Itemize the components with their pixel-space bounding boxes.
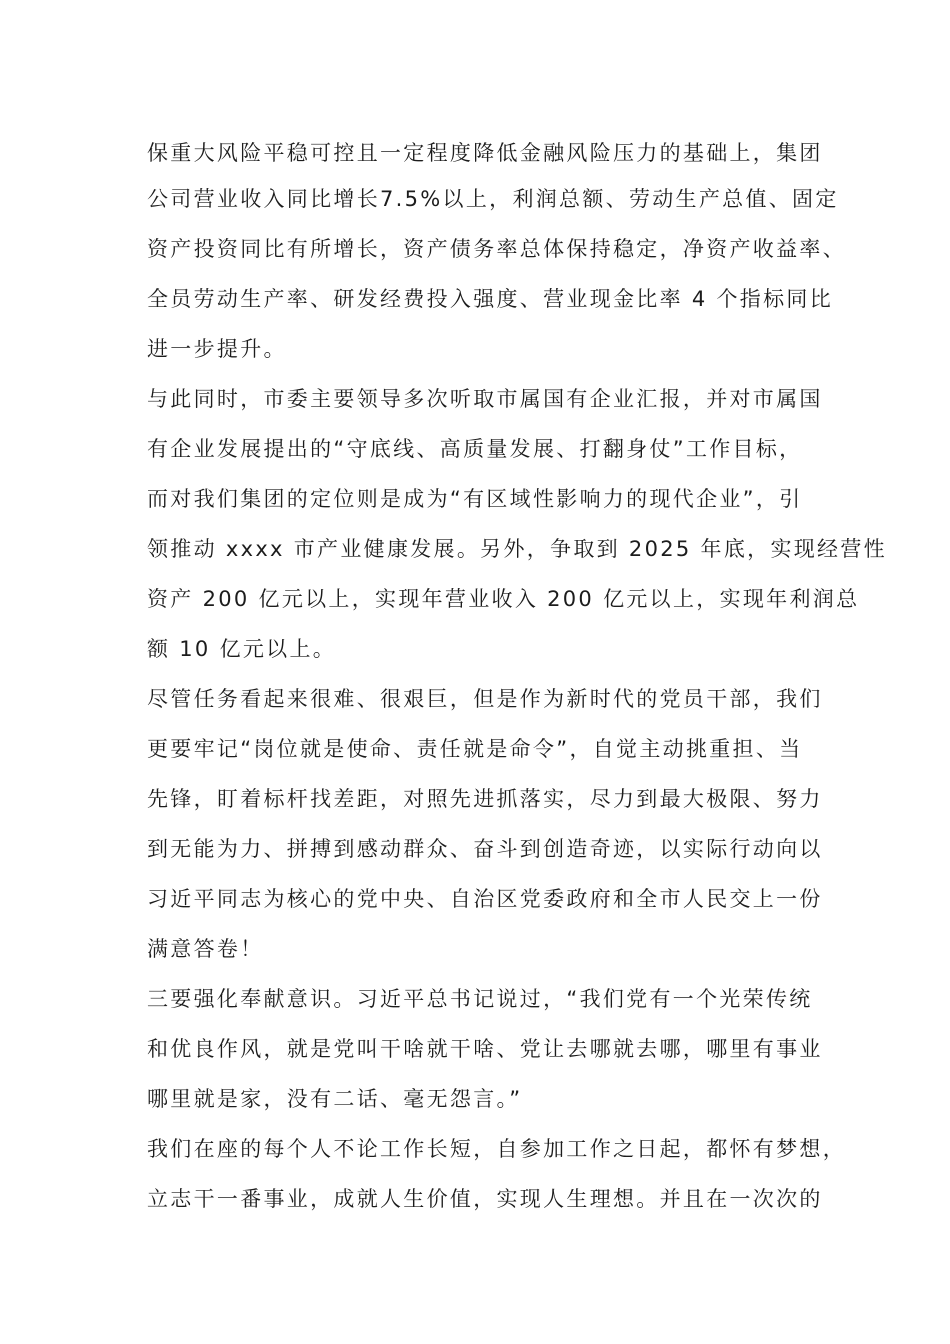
text-line: 到无能为力、拼搏到感动群众、奋斗到创造奇迹，以实际行动向以 xyxy=(147,837,823,861)
text-line: 进一步提升。 xyxy=(147,337,287,361)
text-line: 额 10 亿元以上。 xyxy=(147,637,337,661)
text-line: 资产 200 亿元以上，实现年营业收入 200 亿元以上，实现年利润总 xyxy=(147,587,860,611)
text-line: 哪里就是家，没有二话、毫无怨言。” xyxy=(147,1087,523,1111)
text-line: 全员劳动生产率、研发经费投入强度、营业现金比率 4 个指标同比 xyxy=(147,287,834,311)
text-line: 更要牢记“岗位就是使命、责任就是命令”，自觉主动挑重担、当 xyxy=(147,737,803,761)
text-line: 和优良作风，就是党叫干啥就干啥、党让去哪就去哪，哪里有事业 xyxy=(147,1037,823,1061)
text-line: 资产投资同比有所增长，资产债务率总体保持稳定，净资产收益率、 xyxy=(147,237,846,261)
text-line: 三要强化奉献意识。习近平总书记说过，“我们党有一个光荣传统 xyxy=(147,987,813,1011)
text-line: 先锋，盯着标杆找差距，对照先进抓落实，尽力到最大极限、努力 xyxy=(147,787,823,811)
text-line: 立志干一番事业，成就人生价值，实现人生理想。并且在一次次的 xyxy=(147,1187,823,1211)
text-line: 我们在座的每个人不论工作长短，自参加工作之日起，都怀有梦想， xyxy=(147,1137,846,1161)
text-line: 而对我们集团的定位则是成为“有区域性影响力的现代企业”，引 xyxy=(147,487,803,511)
text-line: 公司营业收入同比增长7.5%以上，利润总额、劳动生产总值、固定 xyxy=(147,187,839,211)
text-line: 尽管任务看起来很难、很艰巨，但是作为新时代的党员干部，我们 xyxy=(147,687,823,711)
text-line: 满意答卷！ xyxy=(147,937,264,961)
text-line: 领推动 xxxx 市产业健康发展。另外，争取到 2025 年底，实现经营性 xyxy=(147,537,887,561)
text-line: 保重大风险平稳可控且一定程度降低金融风险压力的基础上，集团 xyxy=(147,141,823,165)
text-line: 与此同时，市委主要领导多次听取市属国有企业汇报，并对市属国 xyxy=(147,387,823,411)
text-line: 习近平同志为核心的党中央、自治区党委政府和全市人民交上一份 xyxy=(147,887,823,911)
text-line: 有企业发展提出的“守底线、高质量发展、打翻身仗”工作目标， xyxy=(147,437,803,461)
